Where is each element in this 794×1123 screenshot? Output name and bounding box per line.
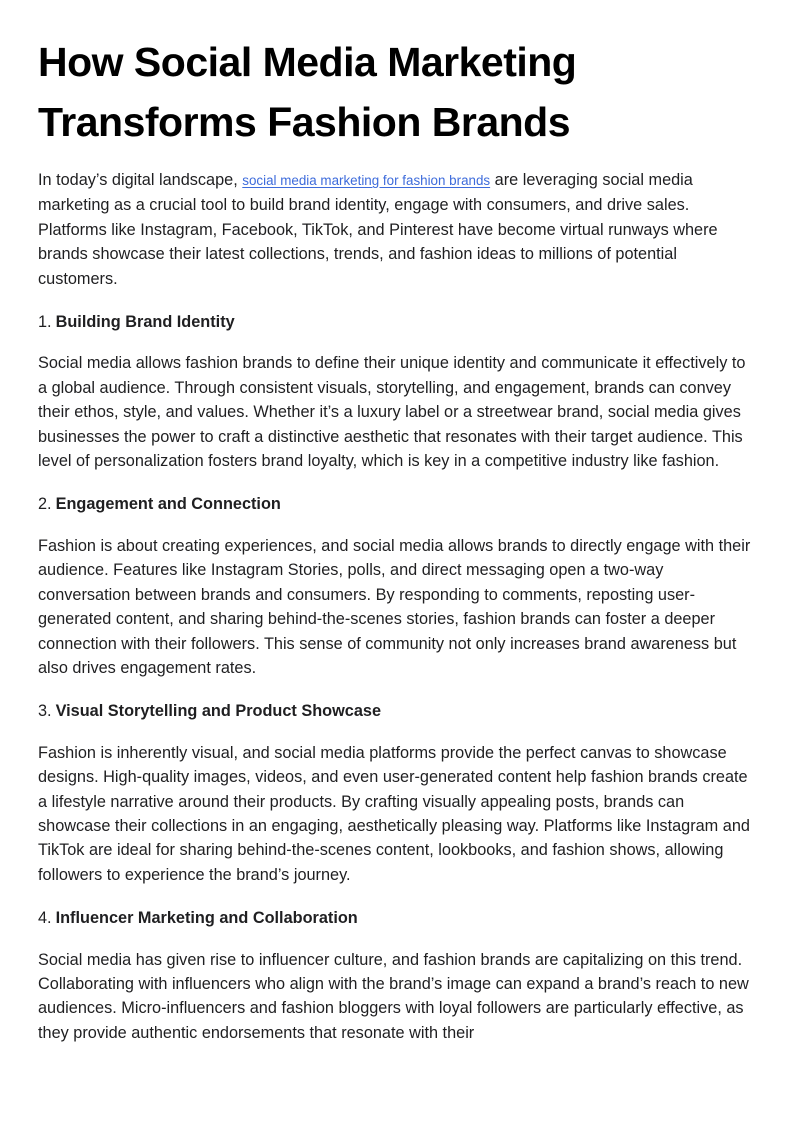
section-number: 1. — [38, 313, 52, 332]
section-heading-4 — [38, 906, 756, 930]
section-heading-label: Influencer Marketing and Collaboration — [55, 909, 358, 928]
section-number: 3. — [38, 702, 52, 721]
section-paragraph-4: Social media has given rise to influencer culture, and fashion brands are capitalizing on this trend. Collaborating with influencers who align with the brand’s image can expand a brand’s reach to new audiences. Micro-influencers and fashion bloggers with loyal followers are particularly effective, as they provide authentic endorsements that resonate with their — [38, 950, 749, 1042]
section-paragraph-2: Fashion is about creating experiences, and social media allows brands to directly engage with their audience. Features like Instagram Stories, polls, and direct messaging open a two-way conversation between brands and consumers. By responding to comments, reposting user-generated content, and sharing behind-the-scenes stories, fashion brands can foster a deeper connection with their followers. This sense of community not only increases brand awareness but also drives engagement rates. — [38, 536, 751, 677]
section-heading-3 — [38, 699, 756, 723]
section-number: 4. — [38, 909, 52, 928]
section-number: 2. — [38, 495, 52, 514]
intro-paragraph — [38, 168, 756, 291]
section-heading-label: Engagement and Connection — [55, 495, 281, 514]
section-heading-2 — [38, 492, 756, 516]
inline-link-social-media-marketing[interactable]: social media marketing for fashion brands — [242, 173, 491, 188]
section-paragraph-3: Fashion is inherently visual, and social media platforms provide the perfect canvas to showcase designs. High-quality images, videos, and even user-generated content help fashion brands create a lifestyle narrative around their products. By crafting visually appealing posts, brands can showcase their collections in an engaging, aesthetically pleasing way. Platforms like Instagram and TikTok are ideal for sharing behind-the-scenes content, lookbooks, and fashion shows, allowing followers to experience the brand’s journey. — [38, 743, 750, 884]
page-title: How Social Media Marketing Transforms Fashion Brands — [38, 39, 577, 145]
section-heading-label: Building Brand Identity — [55, 313, 235, 332]
section-heading-1 — [38, 310, 756, 334]
intro-text-before-link: In today’s digital landscape, — [38, 171, 243, 189]
intro-text-after-link: are leveraging social media marketing as a crucial tool to build brand identity, engage with consumers, and drive sales. Platforms like Instagram, Facebook, TikTok, and Pinterest have become virtual runways where brands showcase their latest collections, trends, and fashion ideas to millions of potential customers. — [38, 171, 718, 288]
section-paragraph-1: Social media allows fashion brands to define their unique identity and communicate it effectively to a global audience. Through consistent visuals, storytelling, and engagement, brands can convey their ethos, style, and values. Whether it’s a luxury label or a streetwear brand, social media gives businesses the power to craft a distinctive aesthetic that resonates with their target audience. This level of personalization fosters brand loyalty, which is key in a competitive industry like fashion. — [38, 354, 746, 471]
section-heading-label: Visual Storytelling and Product Showcase — [55, 702, 381, 721]
